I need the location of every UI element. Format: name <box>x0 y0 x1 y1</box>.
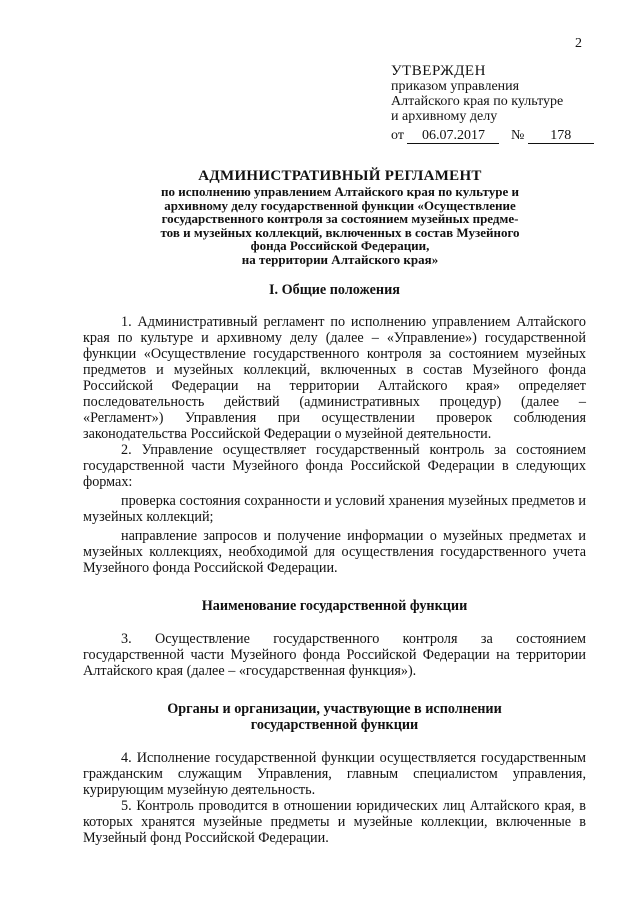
title-line: архивному делу государственной функции «Осуществление <box>164 197 516 213</box>
approval-title: УТВЕРЖДЕН <box>391 63 486 79</box>
paragraph-3: 3. Осуществление государственного контроля за состоянием государственной части Музейного фонда Российской Федерации на территории Алтайского края (далее – «государственная функция»). <box>83 631 586 679</box>
title-line: государственного контроля за состоянием музейных предме- <box>161 211 519 227</box>
section-heading-general: I. Общие положения <box>269 282 400 298</box>
section-heading-bodies <box>83 701 586 733</box>
title-line: по исполнению управлением Алтайского края по культуре и <box>160 184 519 199</box>
title-line: фонда Российской Федерации, <box>250 238 430 254</box>
number-sign: № <box>510 128 525 143</box>
paragraph-2: 2. Управление осуществляет государственный контроль за состоянием государственной части Музейного фонда Российской Федерации в следующих формах: <box>83 442 586 490</box>
date-prefix: от <box>391 128 404 143</box>
document-body <box>83 282 586 846</box>
title-line: тов и музейных коллекций, включенных в состав Музейного <box>160 224 520 240</box>
title-main: АДМИНИСТРАТИВНЫЙ РЕГЛАМЕНТ <box>198 168 482 184</box>
approval-line: и архивному делу <box>391 109 498 124</box>
approval-line: Алтайского края по культуре <box>391 94 564 109</box>
paragraph-2a: проверка состояния сохранности и условий хранения музейных предметов и музейных коллекций; <box>83 493 586 525</box>
paragraph-4: 4. Исполнение государственной функции осуществляется государственным гражданским служащим Управления, главным специалистом управления, курирующим музейную деятельность. <box>83 750 586 798</box>
document-title <box>130 168 550 267</box>
approval-date-row <box>391 128 621 144</box>
paragraph-1: 1. Административный регламент по исполнению управлением Алтайского края по культуре и архивному делу (далее – «Управление») государственной функции «Осуществление государственного контроля за состоянием музейных предметов и музейных коллекций, включенных в состав Музейного фонда Российской Федерации на территории Алтайского края» определяет последовательность действий (административных процедур) (далее – «Регламент») Управления при осуществлении проверок соблюдения законодательства Российской Федерации о музейной деятельности. <box>83 314 586 442</box>
approval-block <box>391 64 621 144</box>
paragraph-2b: направление запросов и получение информации о музейных предметах и музейных коллекциях, необходимой для осуществления государственного учета Музейного фонда Российской Федерации. <box>83 528 586 576</box>
approval-date: 06.07.2017 <box>407 129 499 144</box>
approval-number: 178 <box>528 129 594 144</box>
section-heading-function-name: Наименование государственной функции <box>201 598 468 614</box>
heading-line: государственной функции <box>250 717 419 733</box>
approval-line: приказом управления <box>391 79 520 94</box>
page-number: 2 <box>575 36 582 51</box>
paragraph-5: 5. Контроль проводится в отношении юридических лиц Алтайского края, в которых хранятся музейные предметы и музейные коллекции, включенные в Музейный фонд Российской Федерации. <box>83 798 586 846</box>
heading-line: Органы и организации, участвующие в исполнении <box>167 701 502 717</box>
title-line: на территории Алтайского края» <box>241 251 439 267</box>
